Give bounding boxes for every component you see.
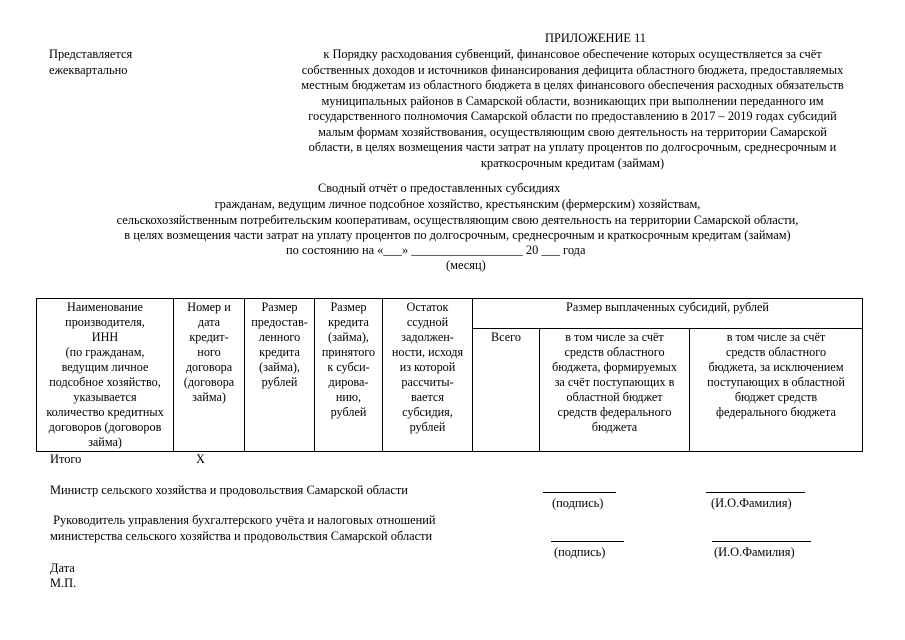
minister-title: Министр сельского хозяйства и продовольствия Самарской области — [50, 483, 408, 497]
accountant-title — [50, 513, 436, 544]
accountant-name-label: (И.О.Фамилия) — [714, 545, 795, 559]
header-line: к Порядку расходования субвенций, финансовое обеспечение которых осуществляется за счёт — [323, 47, 822, 61]
report-line: в целях возмещения части затрат на уплату процентов по долгосрочным, среднесрочным и краткосрочным кредитам (займам) — [124, 228, 791, 242]
accountant-name-line — [712, 541, 811, 542]
minister-signature-label: (подпись) — [552, 496, 604, 510]
header-line: государственного полномочия Самарской области по предоставлению в 2017 – 2019 годах субсидий — [308, 109, 837, 123]
header-debt-balance: Остаток ссудной задолжен- ности, исходя из которой рассчиты- вается субсидия, рублей — [383, 299, 473, 452]
header-total: Всего — [473, 329, 540, 452]
date-label: Дата — [50, 561, 75, 575]
header-loan-amount: Размер предостав- ленного кредита (займа), рублей — [245, 299, 315, 452]
report-subtitle — [60, 197, 855, 244]
appendix-description — [265, 47, 880, 171]
accountant-signature-line — [551, 541, 624, 542]
frequency-line: ежеквартально — [49, 62, 128, 77]
date-line: по состоянию на «___» __________________ 20 ___ года — [286, 243, 586, 257]
stamp-label: М.П. — [50, 576, 77, 590]
accountant-line: министерства сельского хозяйства и продовольствия Самарской области — [50, 528, 433, 543]
header-paid-subsidies: Размер выплаченных субсидий, рублей — [473, 299, 863, 329]
frequency-line: Представляется — [49, 47, 133, 61]
total-label: Итого — [50, 452, 82, 466]
month-hint: (месяц) — [446, 258, 486, 272]
header-line: области, в целях возмещения части затрат на уплату процентов по долгосрочным, среднесрочным и — [308, 140, 837, 154]
minister-signature-line — [543, 492, 616, 493]
header-producer: Наименование производителя, ИНН (по гражданам, ведущим личное подсобное хозяйство, указывается количество кредитных договоров (договоров займа) — [37, 299, 174, 452]
report-line: гражданам, ведущим личное подсобное хозяйство, крестьянским (фермерским) хозяйствам, — [214, 197, 701, 211]
header-contract: Номер и дата кредит- ного договора (договора займа) — [174, 299, 245, 452]
header-line: местным бюджетам из областного бюджета в целях финансового обеспечения расходных обязательств — [301, 78, 844, 92]
total-mark: Х — [196, 452, 205, 466]
header-accepted-amount: Размер кредита (займа), принятого к субси- дирова- нию, рублей — [315, 299, 383, 452]
report-line: сельскохозяйственным потребительским кооперативам, осуществляющим свою деятельность на территории Самарской области, — [116, 212, 799, 227]
header-line: муниципальных районов в Самарской области, возникающих при выполнении переданного им — [321, 93, 824, 108]
minister-name-label: (И.О.Фамилия) — [711, 496, 792, 510]
report-title: Сводный отчёт о предоставленных субсидиях — [318, 181, 561, 195]
appendix-title: ПРИЛОЖЕНИЕ 11 — [545, 31, 646, 45]
minister-name-line — [706, 492, 805, 493]
frequency-label — [49, 47, 132, 78]
header-line: малым формам хозяйствования, осуществляющим свою деятельность на территории Самарской — [318, 124, 827, 139]
subsidy-table — [36, 298, 863, 452]
header-regional-budget: в том числе за счёт средств областного бюджета, формируемых за счёт поступающих в областной бюджет средств федерального бюджета — [540, 329, 690, 452]
header-federal-budget: в том числе за счёт средств областного бюджета, за исключением поступающих в областной бюджет средств федерального бюджета — [690, 329, 863, 452]
header-line: собственных доходов и источников финансирования дефицита областного бюджета, предоставляемых — [301, 62, 844, 77]
accountant-signature-label: (подпись) — [554, 545, 606, 559]
header-line: краткосрочным кредитам (займам) — [480, 155, 665, 170]
accountant-line: Руководитель управления бухгалтерского учёта и налоговых отношений — [50, 513, 436, 527]
